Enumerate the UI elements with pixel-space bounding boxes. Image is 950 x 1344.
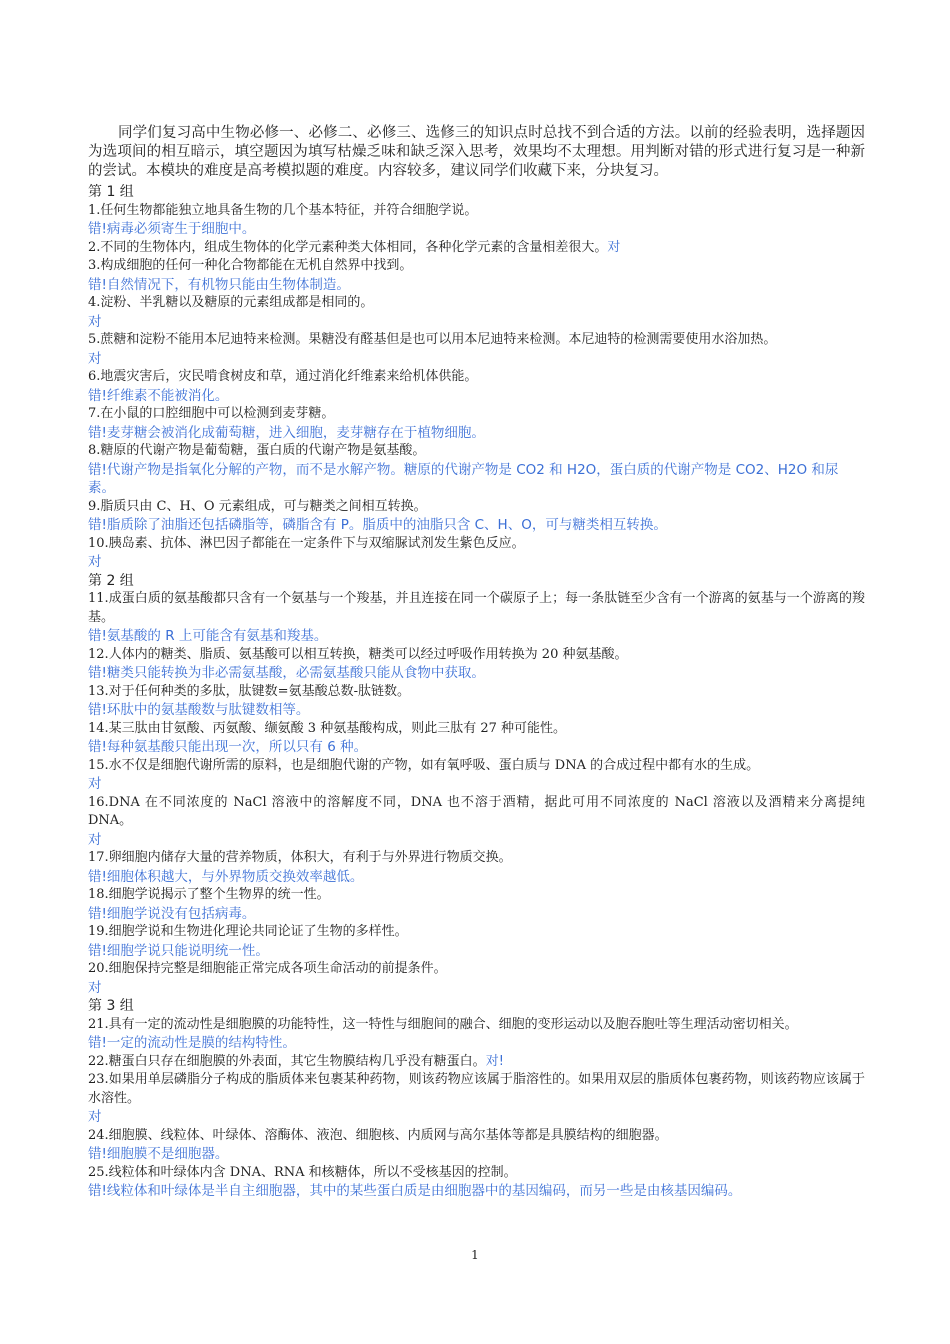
answer: 对: [88, 313, 102, 330]
question: [88, 331, 865, 350]
question-text: 14.某三肽由甘氨酸、丙氨酸、缬氨酸 3 种氨基酸构成，则此三肽有 27 种可能性。: [88, 720, 567, 736]
question-text: 9.脂质只由 C、H、O 元素组成，可与糖类之间相互转换。: [88, 498, 427, 514]
question-text: 20.细胞保持完整是细胞能正常完成各项生命活动的前提条件。: [88, 961, 447, 976]
answer: 错!细胞体积越大，与外界物质交换效率越低。: [88, 868, 364, 885]
question-text: 24.细胞膜、线粒体、叶绿体、溶酶体、液泡、细胞核、内质网与高尔基体等都是具膜结构的细胞器。: [88, 1127, 668, 1143]
question-text: 13.对于任何种类的多肽，肽键数=氨基酸总数-肽链数。: [88, 683, 410, 699]
answer: 错!细胞膜不是细胞器。: [88, 1146, 229, 1162]
question: [88, 1127, 865, 1146]
answer: 错!氨基酸的 R 上可能含有氨基和羧基。: [88, 628, 328, 644]
question: [88, 923, 865, 942]
question: [88, 720, 865, 739]
answer: 对: [88, 831, 102, 848]
question-text: 5.蔗糖和淀粉不能用本尼迪特来检测。果糖没有醛基但是也可以用本尼迪特来检测。本尼迪特的检测需要使用水浴加热。: [88, 332, 777, 347]
question: [88, 239, 865, 258]
question: [88, 1016, 865, 1035]
intro-paragraph: 同学们复习高中生物必修一、必修二、必修三、选修三的知识点时总找不到合适的方法。以前的经验表明，选择题因为选项间的相互暗示，填空题因为填写枯燥乏味和缺乏深入思考，效果均不太理想。用判断对错的形式进行复习是一种新的尝试。本模块的难度是高考模拟题的难度。内容较多，建议同学们收藏下来，分块复习。: [88, 125, 865, 179]
question-text: 15.水不仅是细胞代谢所需的原料，也是细胞代谢的产物，如有氧呼吸、蛋白质与 DNA 的合成过程中都有水的生成。: [88, 757, 760, 773]
question: [88, 1053, 865, 1072]
answer: 对: [88, 979, 102, 996]
group-title: 第 3 组: [88, 998, 134, 1014]
answer: 对: [88, 1109, 102, 1125]
question: [88, 442, 865, 461]
answer: 对: [88, 776, 102, 792]
question: [88, 535, 865, 554]
answer: 错!病毒必须寄生于细胞中。: [88, 221, 256, 237]
question: [88, 294, 865, 313]
answer: 错!环肽中的氨基酸数与肽键数相等。: [88, 702, 310, 718]
answer: 错!代谢产物是指氧化分解的产物，而不是水解产物。糖原的代谢产物是 CO2 和 H2O，蛋白质的代谢产物是 CO2、H2O 和尿素。: [88, 461, 839, 496]
question-text: 23.如果用单层磷脂分子构成的脂质体来包裹某种药物，则该药物应该属于脂溶性的。如果用双层的脂质体包裹药物，则该药物应该属于水溶性。: [88, 1072, 865, 1106]
question: [88, 590, 865, 627]
group-title: 第 1 组: [88, 184, 134, 200]
answer: 错!糖类只能转换为非必需氨基酸，必需氨基酸只能从食物中获取。: [88, 665, 485, 681]
answer: 错!自然情况下，有机物只能由生物体制造。: [88, 276, 350, 293]
question-text: 22.糖蛋白只存在细胞膜的外表面，其它生物膜结构几乎没有糖蛋白。: [88, 1053, 486, 1069]
answer: 错!一定的流动性是膜的结构特性。: [88, 1035, 296, 1051]
question: [88, 794, 865, 831]
inline-answer: 对: [607, 239, 621, 255]
answer: 错!每种氨基酸只能出现一次，所以只有 6 种。: [88, 739, 368, 755]
page-number: 1: [471, 1248, 479, 1262]
question-text: 3.构成细胞的任何一种化合物都能在无机自然界中找到。: [88, 258, 413, 273]
answer: 错!细胞学说没有包括病毒。: [88, 905, 256, 922]
question-text: 17.卵细胞内储存大量的营养物质，体积大，有利于与外界进行物质交换。: [88, 850, 512, 865]
question-text: 25.线粒体和叶绿体内含 DNA、RNA 和核糖体，所以不受核基因的控制。: [88, 1164, 517, 1180]
question: [88, 257, 865, 276]
question-text: 21.具有一定的流动性是细胞膜的功能特性，这一特性与细胞间的融合、细胞的变形运动以及胞吞胞吐等生理活动密切相关。: [88, 1016, 798, 1032]
question-text: 1.任何生物都能独立地具备生物的几个基本特征，并符合细胞学说。: [88, 202, 478, 218]
question: [88, 368, 865, 387]
question-text: 7.在小鼠的口腔细胞中可以检测到麦芽糖。: [88, 406, 335, 421]
question-text: 4.淀粉、半乳糖以及糖原的元素组成都是相同的。: [88, 295, 374, 310]
answer: 错!细胞学说只能说明统一性。: [88, 942, 269, 959]
group-title: 第 2 组: [88, 572, 134, 589]
question-text: 16.DNA 在不同浓度的 NaCl 溶液中的溶解度不同，DNA 也不溶于酒精，据此可用不同浓度的 NaCl 溶液以及酒精来分离提纯 DNA。: [88, 794, 865, 828]
question: [88, 646, 865, 665]
answer: 错!脂质除了油脂还包括磷脂等，磷脂含有 P。脂质中的油脂只含 C、H、O，可与糖类相互转换。: [88, 517, 667, 533]
question: [88, 498, 865, 517]
question-text: 8.糖原的代谢产物是葡萄糖，蛋白质的代谢产物是氨基酸。: [88, 443, 426, 458]
question-text: 19.细胞学说和生物进化理论共同论证了生物的多样性。: [88, 924, 408, 939]
question: [88, 1071, 865, 1108]
answer: 错!麦芽糖会被消化成葡萄糖，进入细胞，麦芽糖存在于植物细胞。: [88, 424, 485, 441]
document-body: [88, 124, 865, 1201]
answer: 错!线粒体和叶绿体是半自主细胞器，其中的某些蛋白质是由细胞器中的基因编码，而另一些是由核基因编码。: [88, 1183, 742, 1199]
answer: 错!纤维素不能被消化。: [88, 387, 229, 404]
question: [88, 849, 865, 868]
question-text: 6.地震灾害后，灾民啃食树皮和草，通过消化纤维素来给机体供能。: [88, 369, 478, 384]
question: [88, 202, 865, 221]
question: [88, 757, 865, 776]
question: [88, 405, 865, 424]
question-groups: [88, 183, 865, 1201]
question: [88, 1164, 865, 1183]
question-text: 12.人体内的糖类、脂质、氨基酸可以相互转换，糖类可以经过呼吸作用转换为 20 种氨基酸。: [88, 646, 628, 662]
question-text: 11.成蛋白质的氨基酸都只含有一个氨基与一个羧基，并且连接在同一个碳原子上；每一条肽链至少含有一个游离的氨基与一个游离的羧基。: [88, 591, 865, 625]
question: [88, 886, 865, 905]
question-text: 2.不同的生物体内，组成生物体的化学元素种类大体相同，各种化学元素的含量相差很大。: [88, 239, 608, 255]
question: [88, 960, 865, 979]
inline-answer: 对!: [485, 1053, 504, 1069]
question-text: 10.胰岛素、抗体、淋巴因子都能在一定条件下与双缩脲试剂发生紫色反应。: [88, 535, 525, 551]
answer: 对: [88, 554, 102, 570]
answer: 对: [88, 350, 102, 367]
question-text: 18.细胞学说揭示了整个生物界的统一性。: [88, 887, 330, 902]
question: [88, 683, 865, 702]
